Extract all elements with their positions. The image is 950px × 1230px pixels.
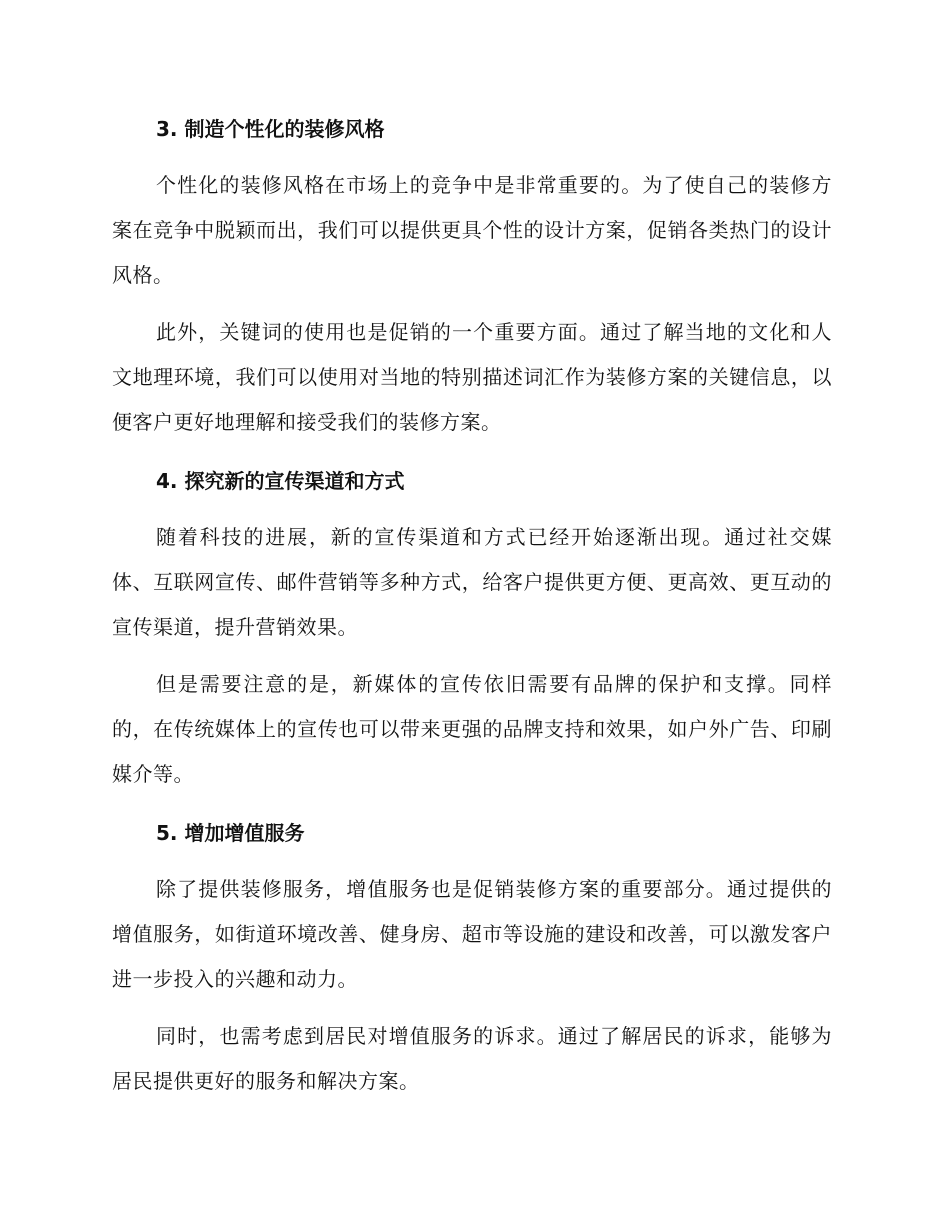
paragraph-3-2: 此外，关键词的使用也是促销的一个重要方面。通过了解当地的文化和人文地理环境，我们可以使用对当地的特别描述词汇作为装修方案的关键信息，以便客户更好地理解和接受我们的装修方案。 bbox=[112, 320, 832, 434]
paragraph-4-1: 随着科技的进展，新的宣传渠道和方式已经开始逐渐出现。通过社交媒体、互联网宣传、邮件营销等多种方式，给客户提供更方便、更高效、更互动的宣传渠道，提升营销效果。 bbox=[112, 525, 832, 639]
paragraph-3-1: 个性化的装修风格在市场上的竞争中是非常重要的。为了使自己的装修方案在竞争中脱颖而出，我们可以提供更具个性的设计方案，促销各类热门的设计风格。 bbox=[112, 173, 832, 287]
section-heading-3: 3. 制造个性化的装修风格 bbox=[156, 117, 385, 141]
paragraph-5-1: 除了提供装修服务，增值服务也是促销装修方案的重要部分。通过提供的增值服务，如街道环境改善、健身房、超市等设施的建设和改善，可以激发客户进一步投入的兴趣和动力。 bbox=[112, 877, 832, 991]
section-heading-5: 5. 增加增值服务 bbox=[156, 821, 305, 845]
paragraph-5-2: 同时，也需考虑到居民对增值服务的诉求。通过了解居民的诉求，能够为居民提供更好的服务和解决方案。 bbox=[112, 1024, 832, 1093]
paragraph-4-2: 但是需要注意的是，新媒体的宣传依旧需要有品牌的保护和支撑。同样的，在传统媒体上的宣传也可以带来更强的品牌支持和效果，如户外广告、印刷媒介等。 bbox=[112, 672, 832, 786]
section-heading-4: 4. 探究新的宣传渠道和方式 bbox=[156, 469, 405, 493]
